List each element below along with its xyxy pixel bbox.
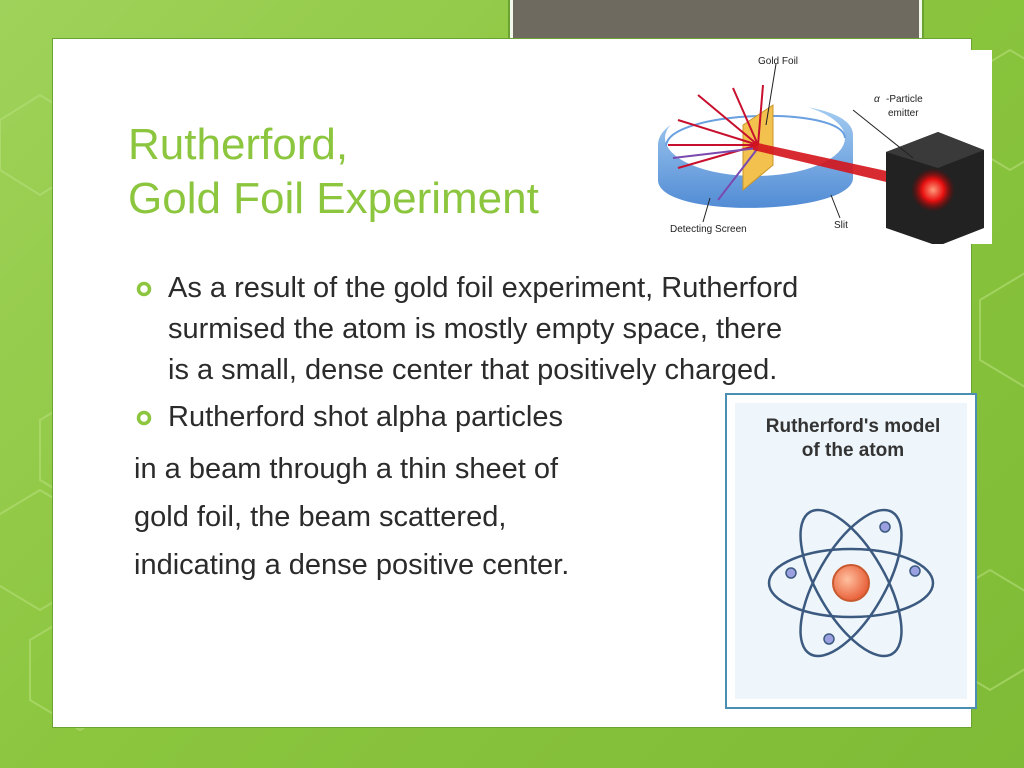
experiment-illustration [648,50,992,244]
label-gold-foil: Gold Foil [758,56,799,67]
continuation-line: gold foil, the beam scattered, [134,501,507,533]
bullet-text: As a result of the gold foil experiment, Rutherford surmised the atom is mostly empty space, there is a small, dense center that positively charged. [168,272,799,386]
bullet-text: Rutherford shot alpha particles [168,401,563,433]
bullet-item [134,268,814,391]
atom-model-figure [725,393,977,709]
atom-model-panel [735,403,967,699]
nucleus [833,565,869,601]
atom-model-title-line-2: of the atom [801,440,905,461]
ring-bullet-icon [136,281,152,297]
gold-foil-experiment-diagram [648,50,992,244]
label-slit: Slit [834,220,848,231]
atom-model-title-line-1: Rutherford's model [765,416,941,437]
title-line-2: Gold Foil Experiment [128,174,539,223]
ring-bullet-icon [136,410,152,426]
slide-title [128,118,539,226]
label-detecting-screen: Detecting Screen [670,224,747,235]
label-particle: -Particle [886,94,923,105]
label-alpha-symbol: α [874,94,880,105]
label-emitter: emitter [888,108,919,119]
continuation-text [134,445,814,589]
continuation-line: indicating a dense positive center. [134,549,570,581]
continuation-line: in a beam through a thin sheet of [134,453,559,485]
bullet-item [134,397,814,438]
title-line-1: Rutherford, [128,120,349,169]
atom-illustration [735,403,967,699]
slide-body [134,268,814,589]
